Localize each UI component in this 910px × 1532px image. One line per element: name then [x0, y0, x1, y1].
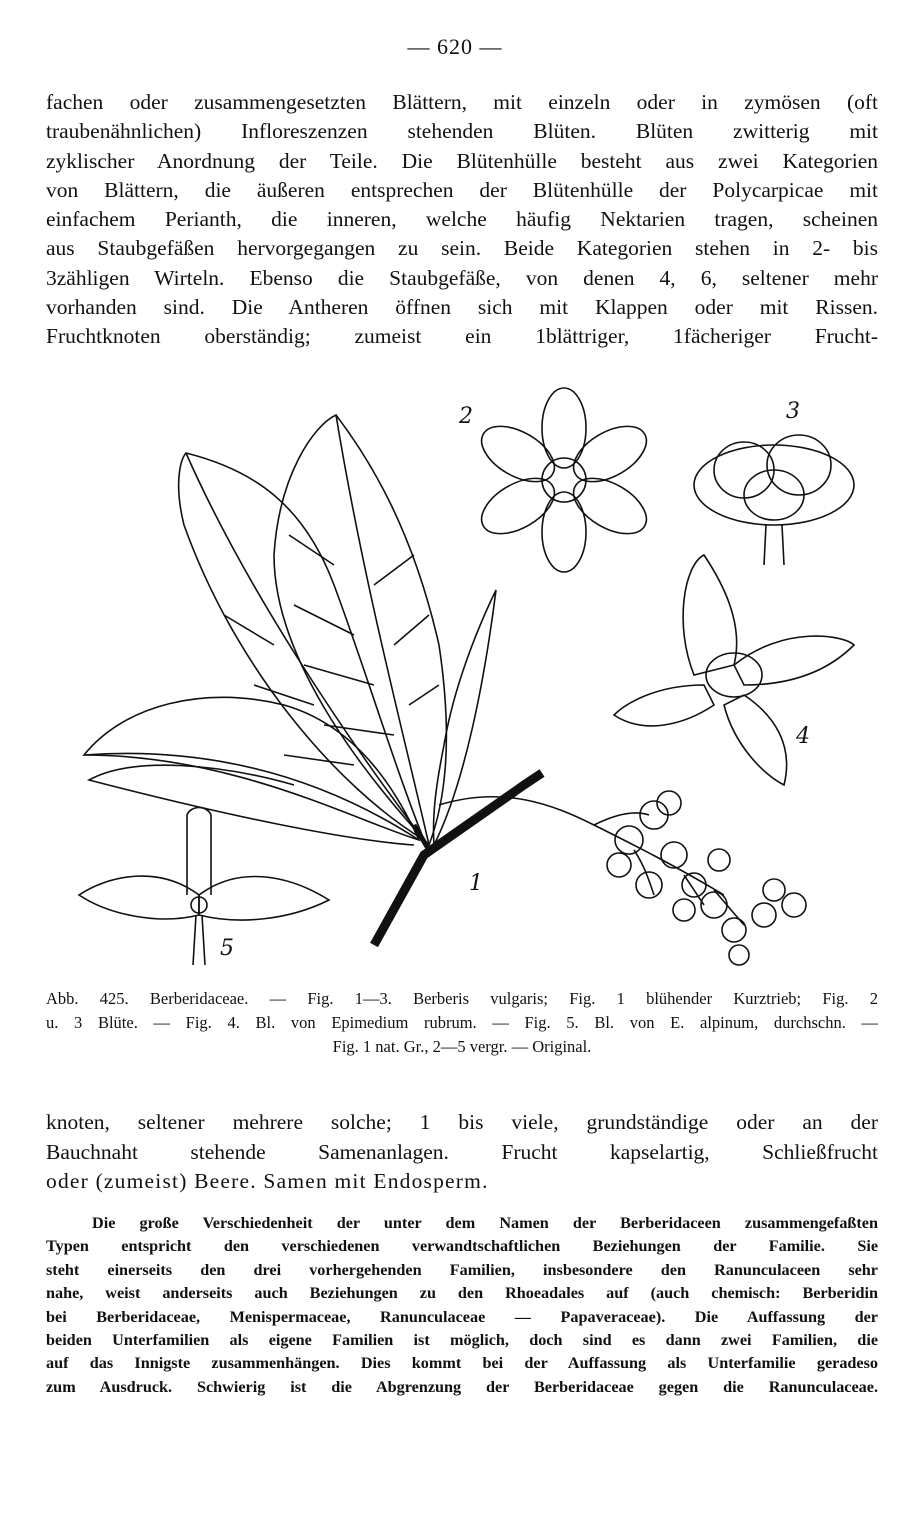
text-line: knoten, seltener mehrere solche; 1 bis viele, grundständige oder an der [46, 1110, 878, 1134]
text-line: aus Staubgefäßen hervorgegangen zu sein. Beide Kategorien stehen in 2- bis [46, 236, 878, 261]
fig1-branch-drawing [84, 415, 744, 945]
fig5-section-drawing [79, 808, 329, 966]
text-line: Die große Verschiedenheit der unter dem Namen der Berberidaceen zusammengefaßten [92, 1214, 878, 1232]
text-line: nahe, weist anderseits auch Beziehungen zu den Rhoeadales auf (auch chemisch: Berberidin [46, 1284, 878, 1303]
text-line: einfachem Perianth, die inneren, welche häufig Nektarien tragen, scheinen [46, 207, 878, 232]
text-line: auf das Innigste zusammenhängen. Dies kommt bei der Auffassung als Unterfamilie geradeso [46, 1354, 878, 1373]
text-line: von Blättern, die äußeren entsprechen der Blütenhülle der Polycarpicae mit [46, 177, 878, 202]
text-line: beiden Unterfamilien als eigene Familien ist möglich, doch sind es dann zwei Familien, die [46, 1331, 878, 1350]
caption-line: Abb. 425. Berberidaceae. — Fig. 1—3. Berberis vulgaris; Fig. 1 blühender Kurztrieb; Fig. 2 [46, 989, 878, 1008]
caption-line: Fig. 1 nat. Gr., 2—5 vergr. — Original. [332, 1037, 592, 1056]
fig-label-1: 1 [469, 871, 483, 896]
caption-line: u. 3 Blüte. — Fig. 4. Bl. von Epimedium rubrum. — Fig. 5. Bl. von E. alpinum, durchschn. — [46, 1013, 878, 1032]
fig4-flower-drawing [614, 555, 854, 785]
text-line: Typen entspricht den verschiedenen verwandtschaftlichen Beziehungen der Familie. Sie [46, 1237, 878, 1256]
text-line: vorhanden sind. Die Antheren öffnen sich mit Klappen oder mit Rissen. [46, 295, 878, 320]
fig2-flower-drawing [472, 388, 655, 572]
text-line: oder (zumeist) Beere. Samen mit Endosperm. [46, 1169, 489, 1193]
fig-label-4: 4 [796, 724, 810, 749]
text-line: Fruchtknoten oberständig; zumeist ein 1blättriger, 1fächeriger Frucht- [46, 324, 878, 349]
text-line: 3zähligen Wirteln. Ebenso die Staubgefäße, von denen 4, 6, seltener mehr [46, 265, 878, 290]
berberidaceae-drawing [74, 385, 874, 980]
raceme-flowers-drawing [607, 791, 806, 965]
text-line: steht einerseits den drei vorhergehenden Familien, insbesondere den Ranunculaceen sehr [46, 1260, 878, 1279]
fig-label-2: 2 [459, 404, 473, 429]
text-line: traubenähnlichen) Infloreszenzen stehenden Blüten. Blüten zwitterig mit [46, 119, 878, 144]
text-line: Bauchnaht stehende Samenanlagen. Frucht kapselartig, Schließfrucht [46, 1139, 878, 1164]
fig3-flower-drawing [694, 435, 854, 565]
botanical-illustration [74, 385, 874, 980]
page-number: — 620 — [407, 34, 503, 59]
paragraph-intro [46, 88, 878, 352]
fig-label-5: 5 [220, 936, 234, 961]
figure-caption [46, 987, 878, 1059]
text-line: bei Berberidaceae, Menispermaceae, Ranunculaceae — Papaveraceae). Die Auffassung der [46, 1307, 878, 1326]
paragraph-continued [46, 1108, 878, 1197]
text-line: zyklischer Anordnung der Teile. Die Blütenhülle besteht aus zwei Kategorien [46, 148, 878, 173]
text-line: fachen oder zusammengesetzten Blättern, mit einzeln oder in zymösen (oft [46, 90, 878, 114]
text-line: zum Ausdruck. Schwierig ist die Abgrenzung der Berberidaceae gegen die Ranunculaceae. [46, 1377, 878, 1396]
paragraph-small-print [46, 1212, 878, 1399]
fig-label-3: 3 [786, 399, 800, 424]
